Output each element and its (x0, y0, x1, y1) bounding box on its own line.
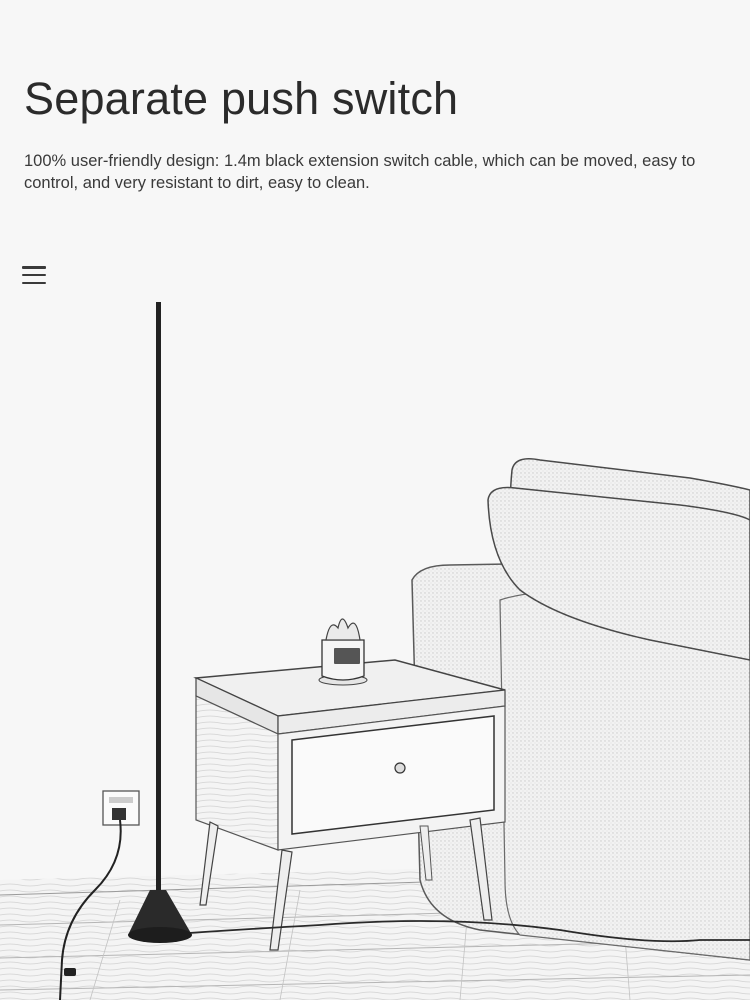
feature-description: 100% user-friendly design: 1.4m black extension switch cable, which can be moved, easy to control, and very resistant to dirt, easy to clean. (24, 152, 696, 192)
floor-lamp (128, 302, 192, 943)
hamburger-menu-icon[interactable] (22, 266, 46, 284)
page-title: Separate push switch (24, 73, 459, 124)
menu-bar (22, 274, 46, 277)
push-switch (64, 968, 76, 976)
menu-bar (22, 266, 46, 269)
menu-bar (22, 282, 46, 285)
wall-socket (103, 791, 139, 825)
potted-plant (319, 619, 367, 685)
